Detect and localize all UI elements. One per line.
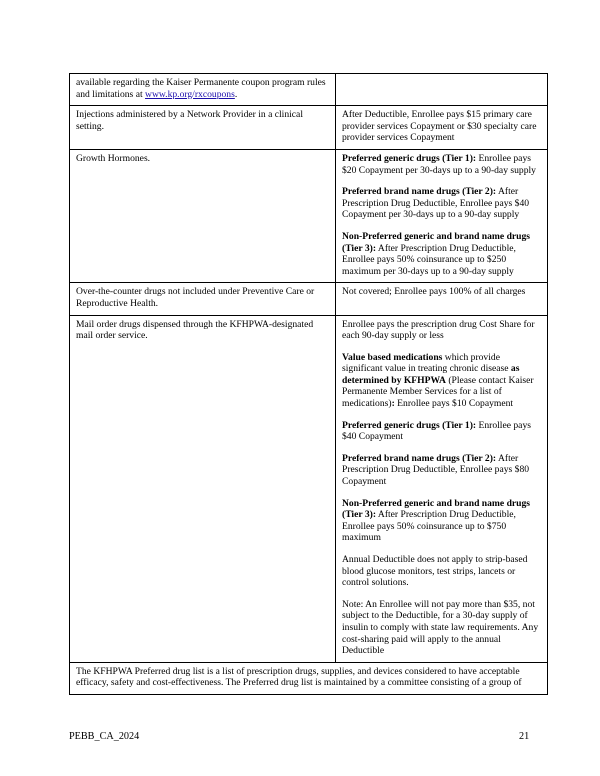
row1-right-cell	[336, 74, 548, 106]
row1-left-cell	[70, 74, 336, 106]
table-row	[70, 662, 548, 694]
tier1-heading: Preferred generic drugs (Tier 1):	[342, 152, 477, 164]
table-row	[70, 315, 548, 662]
value-based-colon: :	[391, 398, 395, 410]
mail-tier1-heading: Preferred generic drugs (Tier 1):	[342, 419, 477, 431]
row5-right-cell	[336, 315, 548, 662]
mail-tier1-text: Enrollee pays $40 Copayment	[342, 419, 531, 443]
mail-tier2-paragraph	[342, 453, 542, 488]
tier2-text: After Prescription Drug Deductible, Enrollee pays $40 Copayment per 30-days up to a 90-day supply	[342, 186, 530, 221]
row3-right-cell	[336, 149, 548, 282]
mail-cost-share-paragraph: Enrollee pays the prescription drug Cost Share for each 90-day supply or less	[342, 318, 535, 342]
mail-tier2-text: After Prescription Drug Deductible, Enrollee pays $80 Copayment	[342, 452, 530, 488]
tier2-paragraph	[342, 186, 542, 221]
tier3-heading: Non-Preferred generic and brand name drugs (Tier 3):	[342, 230, 531, 254]
value-based-bold2: as determined by KFHPWA	[342, 363, 520, 386]
row1-left-text: available regarding the Kaiser Permanente coupon program rules and limitations at	[76, 77, 326, 100]
page-number: 21	[519, 731, 530, 742]
row3-left-cell: Growth Hormones.	[70, 149, 336, 282]
table-row	[70, 74, 548, 106]
tier2-heading: Preferred brand name drugs (Tier 2):	[342, 186, 497, 198]
tier3-text: After Prescription Drug Deductible, Enrollee pays 50% coinsurance up to $250 maximum per 30-days up to a 90-day supply	[342, 242, 516, 277]
value-based-text2: (Please contact Kaiser Permanente Member Services for a list of medications)	[342, 374, 534, 410]
row2-right-cell: After Deductible, Enrollee pays $15 primary care provider services Copayment or $30 specialty care provider services Copayment	[336, 106, 548, 150]
table-row	[70, 283, 548, 315]
table-row	[70, 106, 548, 150]
row4-left-cell: Over-the-counter drugs not included under Preventive Care or Reproductive Health.	[70, 283, 336, 315]
footer-doc-id: PEBB_CA_2024	[69, 731, 140, 742]
preferred-drug-list-cell: The KFHPWA Preferred drug list is a list of prescription drugs, supplies, and devices considered to have acceptable efficacy, safety and cost-effectiveness. The Preferred drug list is maintained by a committee consisting of a group of	[70, 662, 548, 694]
mail-tier2-heading: Preferred brand name drugs (Tier 2):	[342, 452, 497, 464]
value-based-text1: which provide significant value in treating chronic disease	[342, 351, 511, 375]
mail-tier3-heading: Non-Preferred generic and brand name drugs (Tier 3):	[342, 497, 531, 521]
value-based-text3: Enrollee pays $10 Copayment	[394, 398, 514, 410]
row1-left-after: .	[234, 88, 238, 100]
insulin-note-paragraph: Note: An Enrollee will not pay more than $35, not subject to the Deductible, for a 30-day supply of insulin to comply with state law requirements. Any cost-sharing paid will apply to the annual Deductible	[342, 598, 539, 657]
row4-right-cell: Not covered; Enrollee pays 100% of all charges	[336, 283, 548, 315]
value-based-heading: Value based medications	[342, 351, 443, 363]
tier1-text: Enrollee pays $20 Copayment per 30-days up to a 90-day supply	[342, 152, 536, 176]
tier1-paragraph	[342, 153, 542, 176]
kp-rxcoupons-link[interactable]: www.kp.org/rxcoupons	[145, 88, 235, 100]
row2-left-cell: Injections administered by a Network Provider in a clinical setting.	[70, 106, 336, 150]
row5-left-cell: Mail order drugs dispensed through the KFHPWA-designated mail order service.	[70, 315, 336, 662]
tier3-paragraph	[342, 231, 542, 277]
value-based-paragraph	[342, 352, 542, 410]
table-row	[70, 149, 548, 282]
benefits-table	[69, 73, 548, 695]
mail-tier1-paragraph	[342, 420, 542, 443]
mail-tier3-text: After Prescription Drug Deductible, Enrollee pays 50% coinsurance up to $750 maximum	[342, 509, 516, 544]
mail-tier3-paragraph	[342, 498, 542, 544]
deductible-note-paragraph: Annual Deductible does not apply to strip-based blood glucose monitors, test strips, lancets or control solutions.	[342, 554, 528, 589]
